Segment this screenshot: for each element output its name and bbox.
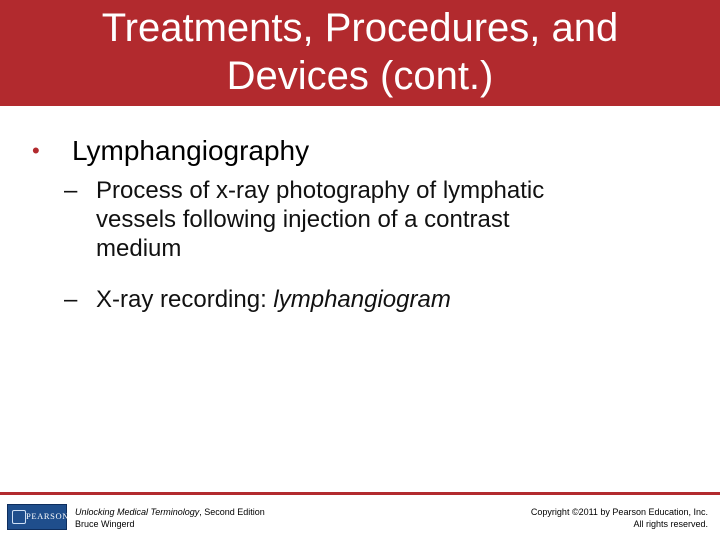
pearson-logo-icon: [7, 504, 67, 530]
footer-book-line: [75, 506, 265, 518]
sub-bullet-text: [96, 176, 656, 263]
recording-term: lymphangiogram: [273, 286, 451, 313]
sub-bullet-recording: [64, 285, 664, 315]
sub-bullet-text: [96, 285, 656, 314]
definition-line-2: vessels following injection of a contrast: [96, 206, 510, 233]
bullet-text: Lymphangiography: [72, 135, 310, 166]
book-title: Unlocking Medical Terminology: [75, 507, 200, 517]
footer-copyright: [531, 506, 708, 530]
recording-prefix: X-ray recording:: [96, 286, 274, 313]
logo-mark-icon: [12, 510, 26, 524]
logo-word: PEARSON: [26, 511, 69, 521]
definition-line-1: Process of x-ray photography of lymphatic: [96, 177, 545, 204]
title-line-2: Devices (cont.): [226, 54, 494, 98]
footer-divider: [0, 492, 720, 495]
definition-line-3: medium: [96, 235, 182, 262]
dash-icon: –: [64, 286, 78, 313]
bullet-dot-icon: •: [32, 138, 40, 163]
book-edition: , Second Edition: [199, 507, 265, 517]
footer-author: Bruce Wingerd: [75, 519, 135, 529]
footer-book-info: [75, 506, 265, 530]
title-line-1: Treatments, Procedures, and: [101, 6, 619, 50]
dash-icon: –: [64, 177, 78, 204]
rights-text: All rights reserved.: [633, 519, 708, 529]
copyright-text: Copyright ©2011 by Pearson Education, Inc.: [530, 507, 708, 517]
sub-bullet-definition: [64, 176, 664, 266]
